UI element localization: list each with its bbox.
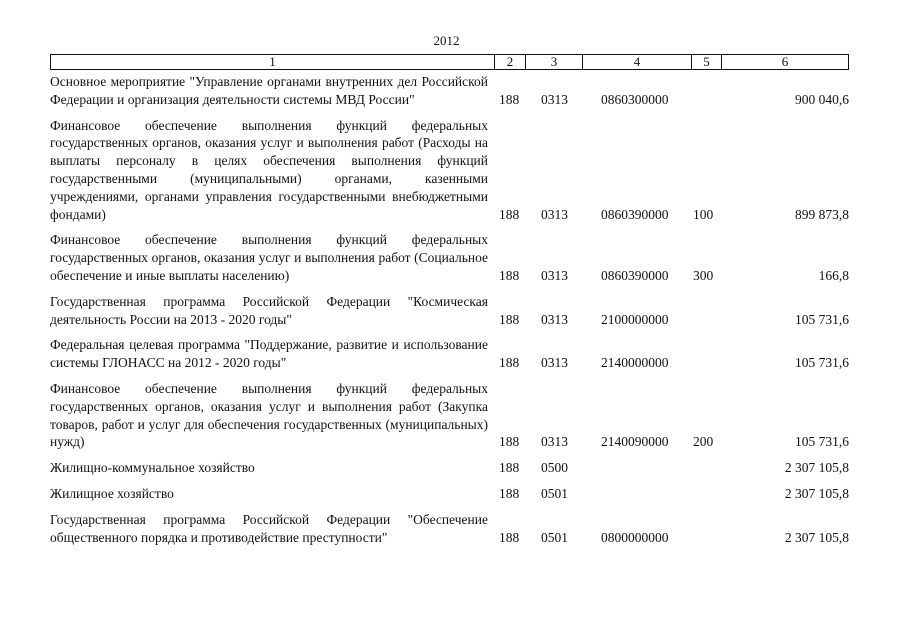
row-ministry-code: 188 [499,267,520,283]
row-target-code: 0860390000 [601,206,669,222]
row-target-code: 0860390000 [601,267,669,283]
row-ministry-code: 188 [499,311,520,327]
row-expense-type: 200 [693,434,714,450]
row-section-code: 0501 [541,485,568,501]
row-expense-type: 300 [693,267,714,283]
row-amount: 2 307 105,8 [784,529,849,545]
row-amount: 105 731,6 [795,355,849,371]
row-target-code: 0800000000 [601,529,669,545]
row-amount: 2 307 105,8 [784,460,849,476]
row-expense-type: 100 [693,206,714,222]
column-header-1: 1 [50,54,495,70]
row-amount: 166,8 [818,267,849,283]
row-description: Государственная программа Российской Федерации "Обеспечение общественного порядка и противодействие преступности" [50,511,488,545]
row-ministry-code: 188 [499,460,520,476]
row-amount: 105 731,6 [795,434,849,450]
budget-table [50,54,849,545]
column-header-3: 3 [525,54,583,70]
table-row [50,293,849,329]
table-row [50,511,849,547]
row-ministry-code: 188 [499,529,520,545]
table-row [50,459,849,477]
row-ministry-code: 188 [499,91,520,107]
table-row [50,380,849,451]
row-section-code: 0501 [541,529,568,545]
row-ministry-code: 188 [499,206,520,222]
row-section-code: 0313 [541,311,568,327]
row-target-code: 0860300000 [601,91,669,107]
row-description: Государственная программа Российской Федерации "Космическая деятельность России на 2013 - 2020 годы" [50,293,488,327]
row-description: Жилищное хозяйство [50,485,174,501]
row-description: Жилищно-коммунальное хозяйство [50,460,255,476]
row-target-code: 2100000000 [601,311,669,327]
column-header-2: 2 [494,54,526,70]
row-description: Финансовое обеспечение выполнения функций федеральных государственных органов, оказания услуг и выполнения работ (Закупка товаров, работ и услуг для обеспечения государственных (муниципальных) нужд) [50,380,488,450]
row-amount: 105 731,6 [795,311,849,327]
table-header [50,54,849,70]
row-target-code: 2140000000 [601,355,669,371]
row-ministry-code: 188 [499,485,520,501]
row-section-code: 0313 [541,355,568,371]
column-header-4: 4 [582,54,692,70]
row-ministry-code: 188 [499,355,520,371]
column-header-5: 5 [691,54,722,70]
row-section-code: 0313 [541,91,568,107]
row-description: Федеральная целевая программа "Поддержание, развитие и использование системы ГЛОНАСС на 2012 - 2020 годы" [50,337,488,371]
row-ministry-code: 188 [499,434,520,450]
row-description: Финансовое обеспечение выполнения функций федеральных государственных органов, оказания услуг и выполнения работ (Социальное обеспечение и иные выплаты населению) [50,232,488,283]
row-section-code: 0313 [541,434,568,450]
row-section-code: 0313 [541,267,568,283]
row-amount: 2 307 105,8 [784,485,849,501]
row-description: Основное мероприятие "Управление органами внутренних дел Российской Федерации и организация деятельности системы МВД России" [50,74,488,107]
table-row [50,231,849,284]
table-row [50,485,849,503]
row-section-code: 0313 [541,206,568,222]
row-description: Финансовое обеспечение выполнения функций федеральных государственных органов, оказания услуг и выполнения работ (Расходы на выплаты персоналу в целях обеспечения выполнения функций государственными (муниципальными) органами, казенными учреждениями, органами управления государственными внебюджетными фондами) [50,117,488,222]
column-header-6: 6 [721,54,849,70]
row-target-code: 2140090000 [601,434,669,450]
table-row [50,336,849,372]
page-number: 2012 [433,33,460,48]
table-body [50,73,849,554]
row-section-code: 0500 [541,460,568,476]
row-amount: 899 873,8 [795,206,849,222]
table-row [50,73,849,109]
table-row [50,117,849,224]
row-amount: 900 040,6 [795,91,849,107]
